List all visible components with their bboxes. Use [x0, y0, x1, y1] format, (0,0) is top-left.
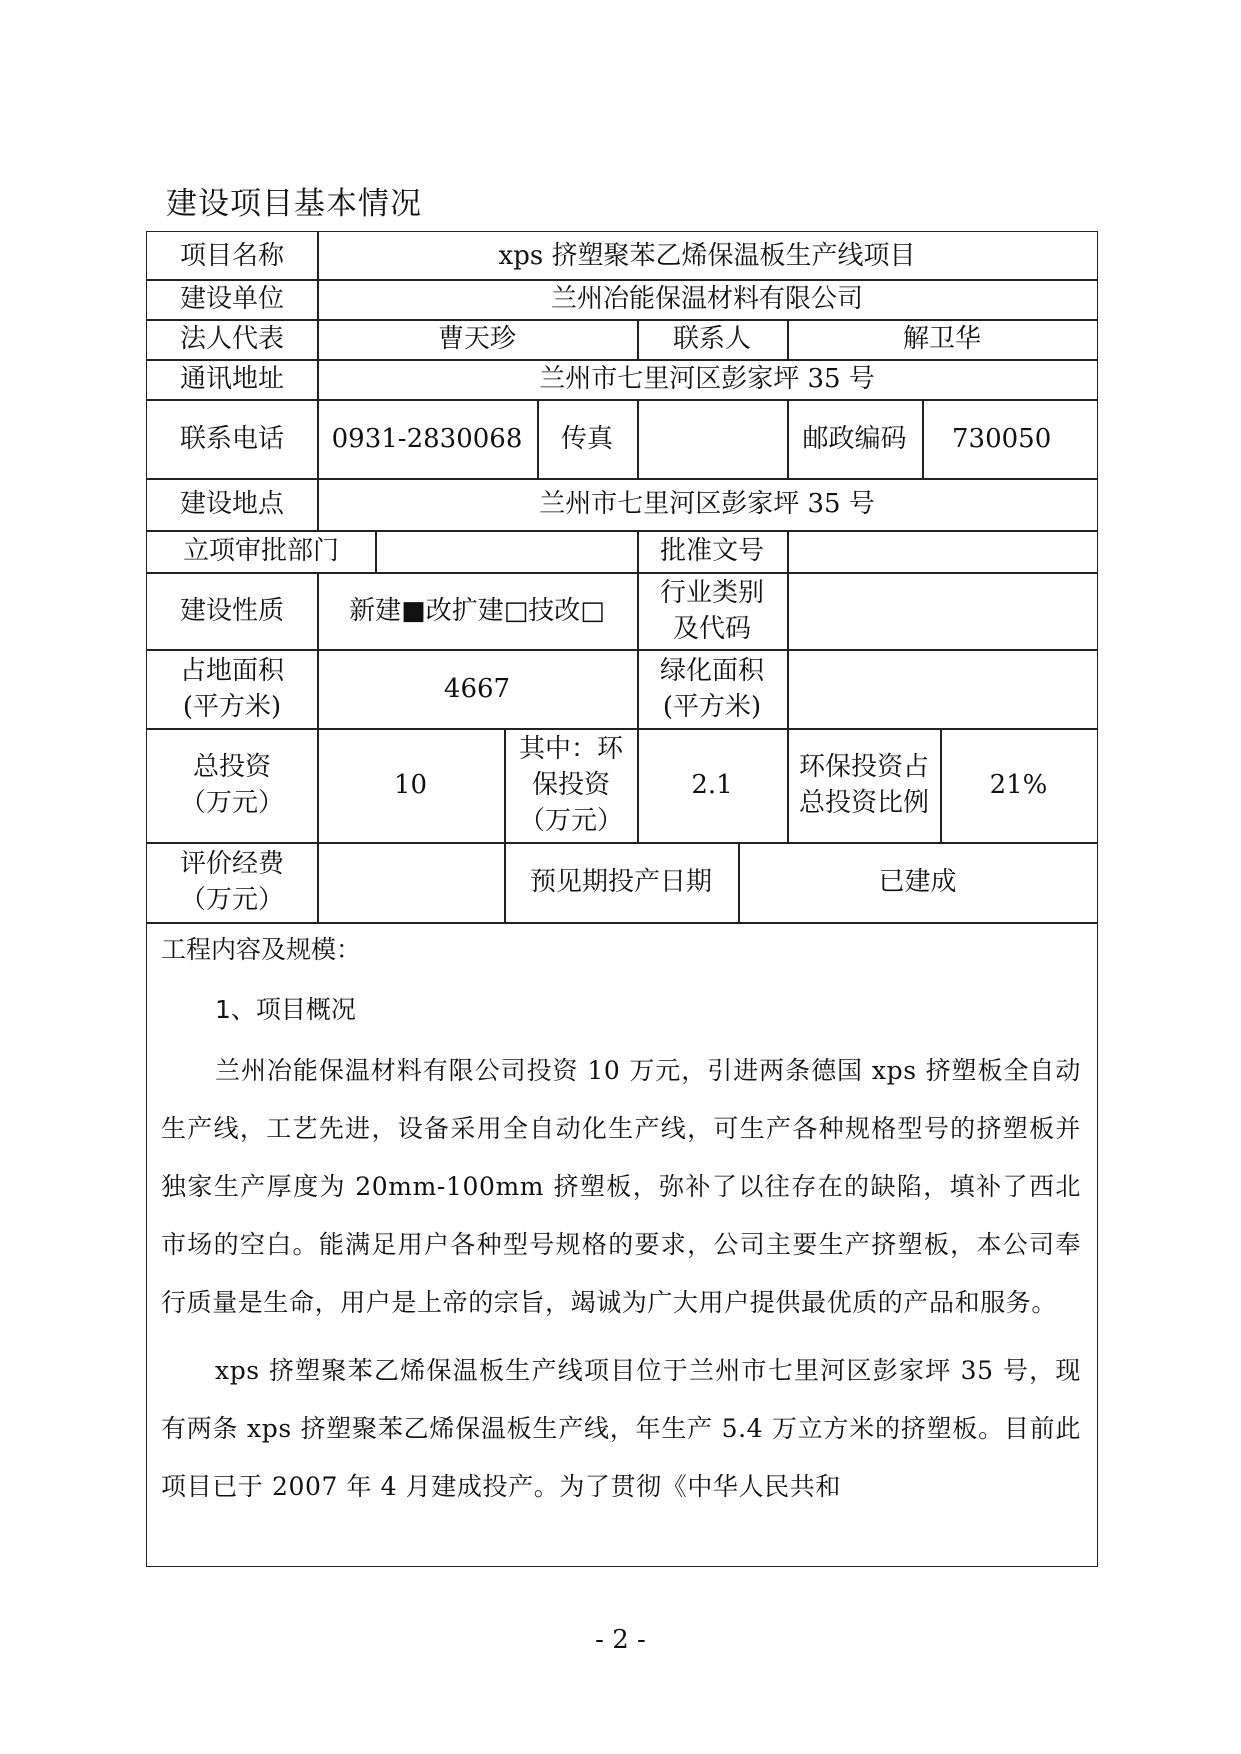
approval-no-value [787, 530, 1097, 572]
invest-label: 总投资（万元） [179, 752, 284, 818]
page-number: - 2 - [595, 1625, 646, 1655]
nature-value: 新建■改扩建□技改□ [349, 595, 605, 626]
content-title: 工程内容及规模： [161, 935, 362, 964]
industry-value [787, 572, 1097, 649]
site-value: 兰州市七里河区彭家坪 35 号 [539, 489, 875, 519]
invest-value: 10 [393, 770, 428, 800]
env-invest-label: 其中：环保投资（万元） [518, 734, 623, 836]
green-label: 绿化面积(平方米) [659, 655, 764, 722]
legal-rep-label: 法人代表 [179, 324, 284, 354]
project-name-value: xps 挤塑聚苯乙烯保温板生产线项目 [498, 240, 916, 271]
fax-label: 传真 [560, 423, 613, 454]
contact-label: 联系人 [672, 324, 751, 354]
phone-value: 0931-2830068 [331, 423, 523, 454]
unit-label: 建设单位 [179, 284, 284, 314]
area-value: 4667 [443, 673, 511, 704]
expected-date-value: 已建成 [878, 867, 957, 897]
eval-fee-label: 评价经费（万元） [179, 849, 284, 915]
env-invest-value: 2.1 [691, 770, 733, 800]
project-info-table [146, 231, 1098, 1567]
content-subtitle: 1、项目概况 [215, 995, 356, 1024]
phone-label: 联系电话 [179, 423, 284, 454]
fax-value [637, 399, 787, 478]
approval-dept-value [375, 530, 637, 572]
address-label: 通讯地址 [179, 364, 284, 394]
env-ratio-value: 21% [989, 770, 1048, 800]
postcode-label: 邮政编码 [802, 423, 907, 454]
unit-value: 兰州冶能保温材料有限公司 [550, 284, 863, 314]
page-heading: 建设项目基本情况 [166, 186, 422, 222]
address-value: 兰州市七里河区彭家坪 35 号 [539, 364, 875, 394]
project-name-label: 项目名称 [179, 240, 284, 271]
contact-value: 解卫华 [902, 324, 981, 354]
approval-dept-label: 立项审批部门 [182, 536, 339, 566]
legal-rep-value: 曹天珍 [437, 324, 516, 354]
green-value [787, 649, 1097, 728]
area-label: 占地面积(平方米) [179, 655, 284, 722]
eval-fee-value [317, 842, 504, 922]
approval-no-label: 批准文号 [659, 536, 764, 566]
expected-date-label: 预见期投产日期 [529, 867, 712, 897]
env-ratio-label: 环保投资占总投资比例 [799, 752, 930, 818]
postcode-value: 730050 [952, 423, 1052, 454]
content-paragraph-2: xps 挤塑聚苯乙烯保温板生产线项目位于兰州市七里河区彭家坪 35 号，现有两条 xps 挤塑聚苯乙烯保温板生产线，年生产 5.4 万立方米的挤塑板。目前此项目已于 2007 年 4 月建成投产。为了贯彻《中华人民共和 [161, 1356, 1081, 1501]
site-label: 建设地点 [179, 489, 284, 519]
nature-label: 建设性质 [179, 595, 284, 626]
project-content [161, 932, 1081, 1516]
content-paragraph-1: 兰州冶能保温材料有限公司投资 10 万元，引进两条德国 xps 挤塑板全自动生产线，工艺先进，设备采用全自动化生产线，可生产各种规格型号的挤塑板并独家生产厚度为 20mm-100mm 挤塑板，弥补了以往存在的缺陷，填补了西北市场的空白。能满足用户各种型号规格的要求，公司主要生产挤塑板，本公司奉行质量是生命，用户是上帝的宗旨，竭诚为广大用户提供最优质的产品和服务。 [161, 1056, 1081, 1317]
industry-label: 行业类别及代码 [659, 577, 764, 644]
